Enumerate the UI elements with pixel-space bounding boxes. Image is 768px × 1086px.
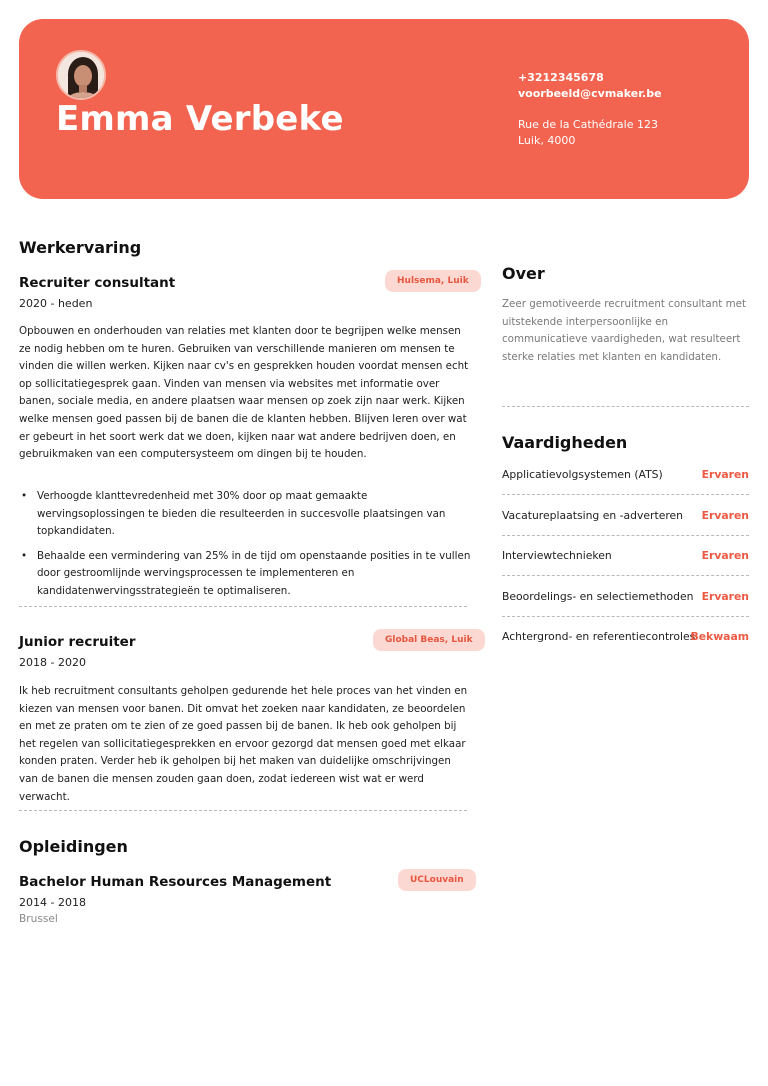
- candidate-name: Emma Verbeke: [56, 99, 344, 139]
- skill-name: Applicatievolgsystemen (ATS): [502, 468, 663, 481]
- education-date: 2014 - 2018: [19, 896, 86, 909]
- education-section-title: Opleidingen: [19, 837, 128, 856]
- skill-name: Vacatureplaatsing en -adverteren: [502, 509, 684, 522]
- job-title: Recruiter consultant: [19, 275, 176, 291]
- education-title: Bachelor Human Resources Management: [19, 874, 332, 890]
- job-date: 2020 - heden: [19, 297, 93, 310]
- about-section-title: Over: [502, 264, 545, 283]
- section-divider: [502, 406, 749, 407]
- skill-name: Interviewtechnieken: [502, 549, 612, 562]
- skill-level: Ervaren: [701, 468, 749, 481]
- skill-level: Bekwaam: [690, 630, 749, 643]
- skill-level: Ervaren: [701, 590, 749, 603]
- address-line-1: Rue de la Cathédrale 123: [518, 118, 658, 131]
- skill-name: Achtergrond- en referentiecontroles: [502, 630, 696, 643]
- skill-divider: [502, 535, 749, 536]
- company-badge: Global Beas, Luik: [373, 629, 485, 651]
- skill-row: [502, 468, 749, 484]
- contact-block: [518, 70, 662, 149]
- job-title: Junior recruiter: [19, 634, 136, 650]
- skill-divider: [502, 616, 749, 617]
- phone-number[interactable]: +3212345678: [518, 71, 604, 84]
- job-achievements: [19, 488, 471, 608]
- work-section-title: Werkervaring: [19, 238, 142, 257]
- skills-section-title: Vaardigheden: [502, 433, 628, 452]
- skill-name: Beoordelings- en selectiemethoden: [502, 590, 694, 603]
- skill-level: Ervaren: [701, 509, 749, 522]
- section-divider: [19, 606, 467, 607]
- email-address[interactable]: voorbeeld@cvmaker.be: [518, 87, 662, 100]
- skill-divider: [502, 494, 749, 495]
- skill-row: [502, 630, 749, 646]
- avatar-portrait-icon: [58, 52, 106, 100]
- skill-row: [502, 590, 749, 606]
- job-description: Opbouwen en onderhouden van relaties met klanten door te begrijpen welke mensen ze nodig hebben om te huren. Gebruiken van verschillende manieren om mensen te vinden die willen werken. Kijken naar cv's en gesprekken houden voordat mensen echt op sollicitatiegesprek gaan. Vinden van mensen via websites met informatie over banen, sociale media, en andere plaatsen waar mensen op zoek zijn naar werk. Kijken welke mensen goed passen bij de banen die de klanten hebben. Blijven leren over wat er gebeurt in het soort werk dat we doen, kijken naar wat andere bedrijven doen, en gebruikmaken van een computersysteem om dingen bij te houden.: [19, 325, 469, 461]
- job-description: Ik heb recruitment consultants geholpen gedurende het hele proces van het vinden en kiezen van mensen voor banen. Dit omvat het zoeken naar kandidaten, ze beoordelen en met ze praten om te zien of ze goed passen bij de banen. Ik heb ook geholpen bij het regelen van sollicitatiegesprekken en ervoor gezorgd dat mensen goed met elkaar konden praten. Verder heb ik geholpen bij het maken van duidelijke omschrijvingen van de banen die mensen zouden gaan doen, zodat iedereen wist wat er werd verwacht.: [19, 685, 468, 803]
- school-badge: UCLouvain: [398, 869, 476, 891]
- header-banner: [19, 19, 749, 199]
- skill-row: [502, 549, 749, 565]
- skill-level: Ervaren: [701, 549, 749, 562]
- job-date: 2018 - 2020: [19, 656, 86, 669]
- profile-photo: [56, 50, 106, 100]
- skill-divider: [502, 575, 749, 576]
- achievement-item: • Verhoogde klanttevredenheid met 30% door op maat gemaakte wervingsoplossingen te bieden die resulteerden in succesvolle plaatsingen van topkandidaten.: [19, 488, 471, 541]
- skill-row: [502, 509, 749, 525]
- education-place: Brussel: [19, 913, 58, 925]
- about-text: Zeer gemotiveerde recruitment consultant met uitstekende interpersoonlijke en communicatieve vaardigheden, wat resulteert sterke relaties met klanten en kandidaten.: [502, 298, 746, 363]
- achievement-item: • Behaalde een vermindering van 25% in de tijd om openstaande posities in te vullen door gestroomlijnde wervingsprocessen te implementeren en kandidatenwervingsstrategieën te optimaliseren.: [19, 548, 471, 601]
- address-line-2: Luik, 4000: [518, 134, 576, 147]
- section-divider: [19, 810, 467, 811]
- company-badge: Hulsema, Luik: [385, 270, 481, 292]
